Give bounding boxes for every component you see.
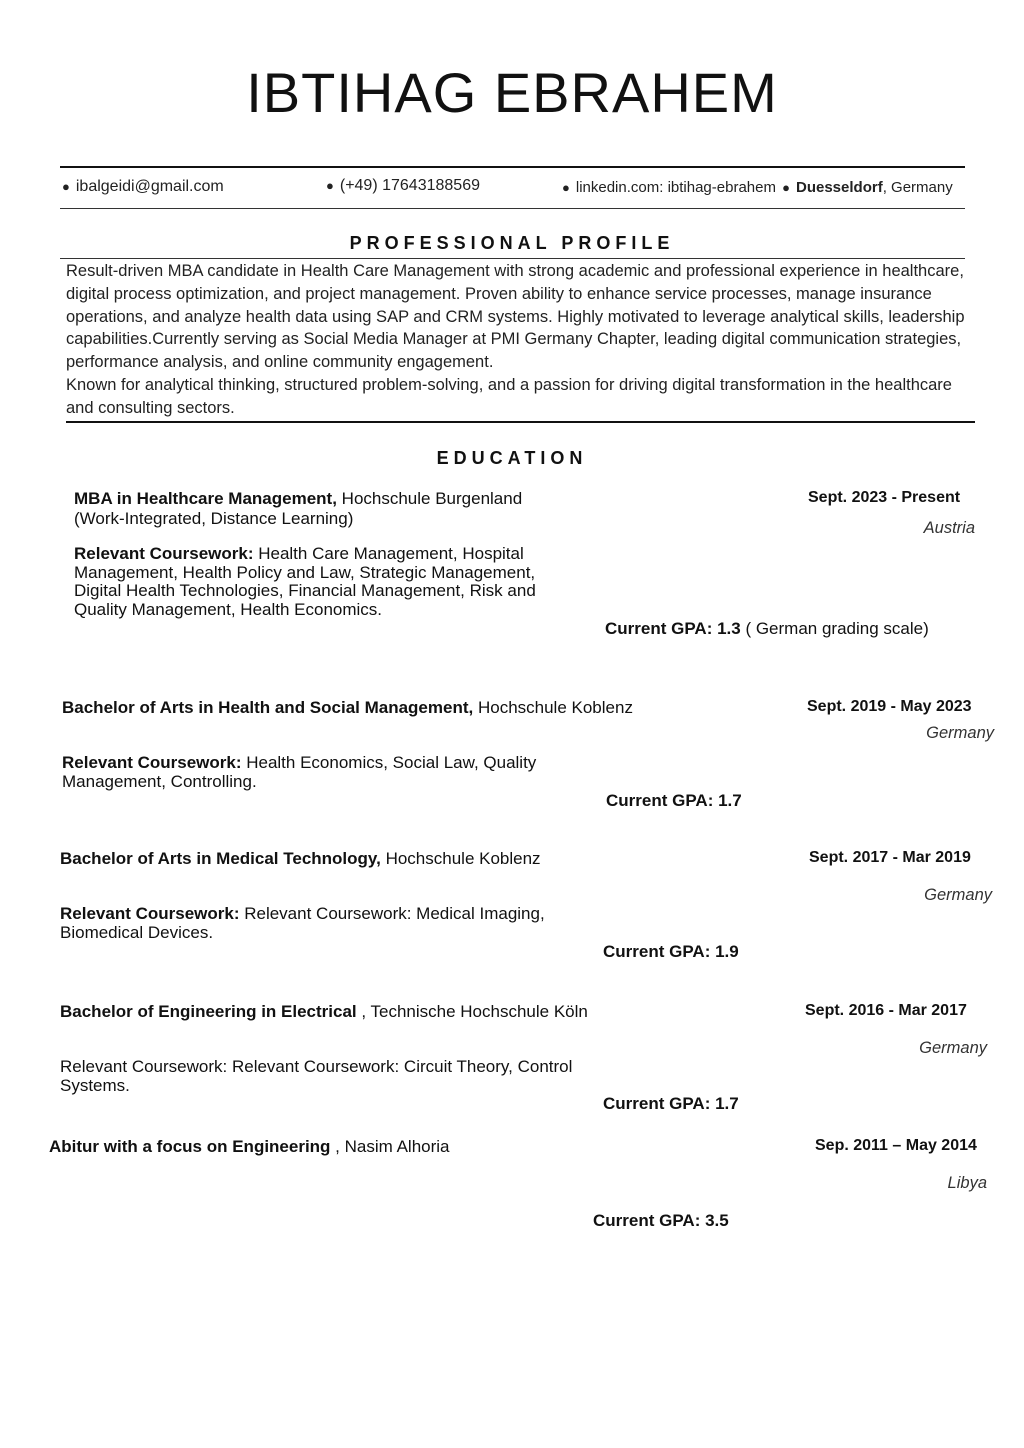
coursework-label: Relevant Coursework: xyxy=(74,544,254,563)
coursework-text: Health Care Management, Hospital Management, Health Policy and Law, Strategic Management, Digital Health Technologies, Financial Management, Risk and Quality Management, Health Economics. xyxy=(74,544,536,619)
education-entry-3-coursework xyxy=(60,905,630,942)
gpa-label: Current GPA: 1.3 xyxy=(605,619,741,638)
education-entry-2-title xyxy=(62,698,633,718)
profile-bottom-divider xyxy=(66,421,975,423)
degree-name: Abitur with a focus on Engineering xyxy=(49,1137,331,1156)
degree-name: Bachelor of Engineering in Electrical xyxy=(60,1002,357,1021)
coursework-label: Relevant Coursework: xyxy=(62,753,242,772)
education-entry-5-gpa: Current GPA: 3.5 xyxy=(593,1211,729,1230)
education-entry-5-title xyxy=(49,1137,450,1157)
gpa-note: ( German grading scale) xyxy=(740,619,929,638)
degree-subnote: (Work-Integrated, Distance Learning) xyxy=(74,509,354,528)
bullet-icon: ● xyxy=(562,180,570,195)
school-name: Hochschule Koblenz xyxy=(380,849,541,868)
education-entry-5-dates: Sep. 2011 – May 2014 xyxy=(815,1137,977,1154)
education-entry-4-title xyxy=(60,1002,588,1022)
education-entry-3-location: Germany xyxy=(924,886,992,904)
coursework-text: Health Economics, Social Law, Quality Management, Controlling. xyxy=(62,753,537,791)
education-entry-4-coursework: Relevant Coursework: Relevant Coursework: Circuit Theory, Control Systems. xyxy=(60,1057,573,1095)
contact-divider xyxy=(60,208,965,209)
education-entry-4-gpa: Current GPA: 1.7 xyxy=(603,1094,739,1113)
education-entry-1-dates: Sept. 2023 - Present xyxy=(808,489,961,506)
degree-name: Bachelor of Arts in Medical Technology, xyxy=(60,849,381,868)
email-text[interactable]: ibalgeidi@gmail.com xyxy=(75,178,224,195)
education-entry-2-coursework xyxy=(62,754,552,791)
linkedin-text[interactable]: linkedin.com: ibtihag-ebrahem xyxy=(575,179,776,196)
school-name: Hochschule Koblenz xyxy=(473,698,633,717)
education-entry-4-location: Germany xyxy=(919,1039,987,1057)
school-name: , Technische Hochschule Köln xyxy=(356,1002,588,1021)
bullet-icon: ● xyxy=(782,180,790,195)
education-entry-2-dates: Sept. 2019 - May 2023 xyxy=(807,698,972,715)
education-entry-2-gpa: Current GPA: 1.7 xyxy=(606,791,742,810)
education-entry-3-title xyxy=(60,849,541,869)
phone-text[interactable]: (+49) 17643188569 xyxy=(339,177,480,194)
coursework-label: Relevant Coursework: xyxy=(60,904,240,923)
education-entry-4-dates: Sept. 2016 - Mar 2017 xyxy=(805,1002,967,1019)
degree-name: Bachelor of Arts in Health and Social Management, xyxy=(62,698,474,717)
profile-text xyxy=(66,260,981,420)
contact-email xyxy=(62,178,224,196)
education-entry-5-location: Libya xyxy=(947,1174,987,1192)
education-entry-3-dates: Sept. 2017 - Mar 2019 xyxy=(809,849,971,866)
contact-linkedin-location xyxy=(562,179,953,196)
education-entry-1-gpa xyxy=(605,619,929,639)
bullet-icon: ● xyxy=(62,179,70,194)
top-divider xyxy=(60,166,965,168)
education-heading: EDUCATION xyxy=(436,448,588,468)
contact-phone xyxy=(326,177,480,195)
profile-paragraph-2: Known for analytical thinking, structured problem-solving, and a passion for driving digital transformation in the healthcare and consulting sectors. xyxy=(66,375,952,417)
bullet-icon: ● xyxy=(326,178,334,193)
school-name: Hochschule Burgenland xyxy=(336,489,523,508)
education-entry-1-coursework xyxy=(74,545,584,619)
education-entry-3-gpa: Current GPA: 1.9 xyxy=(603,942,739,961)
country-text: , Germany xyxy=(882,179,953,196)
education-entry-1-title xyxy=(74,489,522,509)
city-text: Duesseldorf xyxy=(796,179,883,196)
profile-divider xyxy=(60,258,965,259)
education-entry-2-location: Germany xyxy=(926,724,994,742)
school-name: , Nasim Alhoria xyxy=(330,1137,450,1156)
profile-heading: PROFESSIONAL PROFILE xyxy=(349,233,675,253)
profile-paragraph-1: Result-driven MBA candidate in Health Care Management with strong academic and professional experience in healthcare, digital process optimization, and project management. Proven ability to enhance service processes, manage insurance operations, and analyze health data using SAP and CRM systems. Highly motivated to leverage analytical skills, leadership capabilities.Currently serving as Social Media Manager at PMI Germany Chapter, leading digital communication strategies, performance analysis, and online community engagement. xyxy=(66,262,965,372)
coursework-text: Relevant Coursework: Medical Imaging, Biomedical Devices. xyxy=(60,904,545,942)
degree-name: MBA in Healthcare Management, xyxy=(74,489,337,508)
resume-name: IBTIHAG EBRAHEM xyxy=(246,61,778,124)
education-entry-1-location: Austria xyxy=(923,519,975,537)
